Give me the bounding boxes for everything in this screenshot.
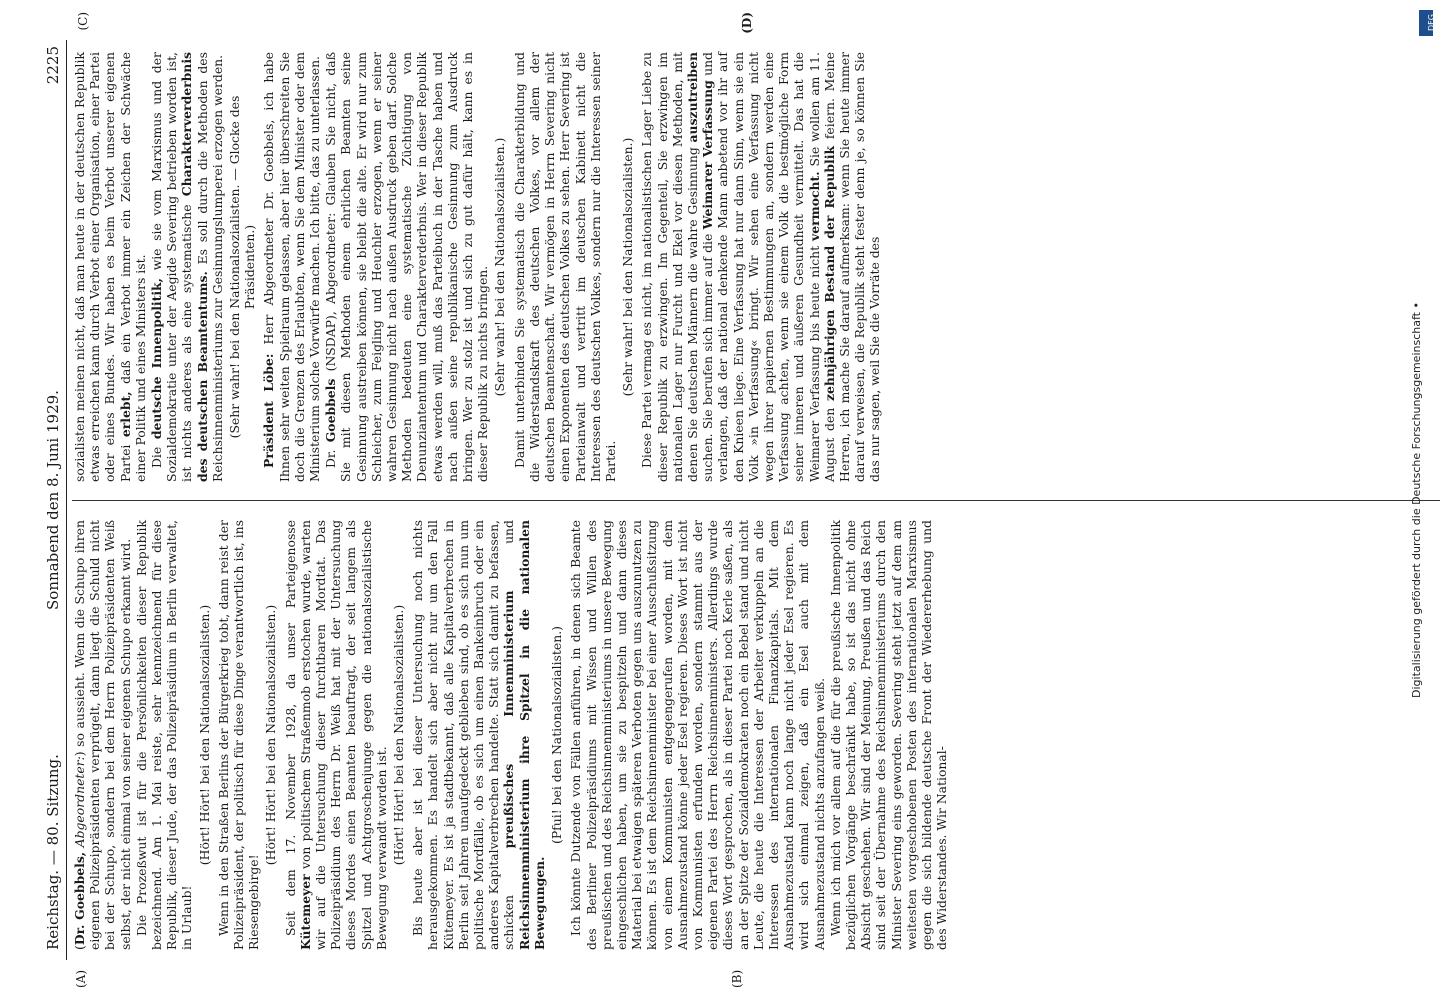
text-run: Herr Abgeordneter Dr. Goebbels, ich habe Ihnen sehr weiten Spielraum gelassen, aber hier überschreiten Sie doch die Grenzen des Erlaubten, wenn Sie dem Minister oder dem Ministerium solche Vorwürfe machen. Ich bitte, das zu unterlassen. bbox=[261, 51, 323, 482]
paragraph-text: so aussieht. Wenn die Schupo ihren eigenen Polizeipräsidenten verprügelt, dann liegt die Schuld nicht bei der Schupo, sondern bei dem Herrn Polizeipräsidenten Weiß selbst, der nicht einmal von seiner eigenen Schupo erkannt wird. bbox=[72, 520, 133, 950]
bold-run: preußisches Innenministerium bbox=[501, 590, 517, 849]
paragraph bbox=[72, 52, 148, 482]
bold-run: auszutreiben bbox=[684, 52, 700, 143]
bold-run: Charakterverderbnis des deutschen Beamtentums. bbox=[179, 52, 210, 482]
text-run: und bbox=[501, 520, 517, 544]
paragraph bbox=[639, 52, 882, 482]
text-run: Dr. bbox=[323, 449, 339, 468]
text-run: Sie wollen am 11. August den bbox=[806, 52, 837, 482]
paragraph bbox=[261, 52, 322, 482]
paragraph: Wenn ich mich vor allem auf die für die preußische Innenpolitik bezüglichen Vorgänge beschränkt habe, so ist das nicht ohne Absicht geschehen. Wir sind der Meinung, Preußen und das Reich sind seit der Übernahme des Reichsinnenministeriums durch den Minister Severing eins geworden. Severing steht jetzt auf dem am weitesten vorgeschobenen Posten des internationalen Marxismus gegen die sich bildende deutsche Front der Wiedererhebung und des Widerstandes. Wir National- bbox=[827, 520, 950, 950]
bold-run: vermocht. bbox=[806, 171, 822, 241]
speaker-role: Abgeordneter: bbox=[72, 756, 87, 848]
bold-run: Weimarer Verfassung bbox=[700, 80, 716, 230]
text-run: Bis heute aber ist bei dieser Untersuchung noch nichts herausgekommen. Es handelt sich aber nicht nur um den Fall Kütemeyer. Es ist ja stadtbekannt, daß alle Kapitalverbrechen in Berlin seit Jahren unaufgedeckt geblieben sind, ob es sich nun um politische Mordfälle, ob es sich um einen Bankeinbruch oder ein anderes Kapitalverbrechen handelte. Statt sich damit zu befassen, schicken bbox=[410, 520, 517, 950]
paragraph bbox=[323, 52, 490, 482]
bold-run: Reichsinnenministerium ihre Spitzel in die nationalen Bewegungen. bbox=[516, 520, 547, 950]
text-run: daß ein Verbot immer ein Zeichen der Schwäche einer Politik und eines Ministers ist. bbox=[117, 52, 148, 482]
margin-marker-d: (D) bbox=[740, 12, 754, 34]
dfg-logo: DFG bbox=[1419, 10, 1433, 36]
page-header bbox=[40, 40, 67, 960]
interjection: (Hört! Hört! bei den Nationalsozialisten.) bbox=[391, 604, 407, 866]
right-column bbox=[72, 52, 1440, 482]
speaker-name: Dr. Goebbels, bbox=[72, 851, 87, 946]
interjection: (Sehr wahr! bei den Nationalsozialisten. — Glocke des Präsidenten.) bbox=[227, 95, 258, 439]
margin-marker-a: (A) bbox=[74, 969, 88, 988]
bold-run: deutsche Innenpolitik, bbox=[149, 278, 165, 440]
bold-run: Kütemeyer bbox=[297, 874, 313, 950]
paragraph: Ich könnte Dutzende von Fällen anführen, in denen sich Beamte des Berliner Polizeipräsidiums mit Wissen und Willen des preußischen und des Reichsinnenministeriums in unsere Bewegung eingeschlichen haben, um sie zu bespitzeln und dann dieses Material bei etwaigen späteren Verboten gegen uns auszunutzen zu können. Es ist dem Reichsinnenminister bei einer Ausschußsitzung von einem Kommunisten entgegengerufen worden, mit dem Ausnahmezustand könne jeder Esel regieren. Dieses Wort ist nicht von Kommunisten erfunden worden, sondern stammt aus der eigenen Partei des Herrn Reichsinnenministers. Allerdings wurde dieses Wort gesprochen, als in dieser Partei noch Kerle saßen, als an der Spitze der Sozialdemokraten noch ein Bebel stand und nicht Leute, die heute die Interessen der Arbeiter verkuppeln an die Interessen des internationalen Finanzkapitals. Mit dem Ausnahmezustand kann noch lange nicht jeder Esel regieren. Es wird sich einmal zeigen, daß ein Esel auch mit dem Ausnahmezustand nichts anzufangen weiß. bbox=[568, 520, 827, 950]
paragraph bbox=[283, 520, 389, 950]
text-run: Seit dem 17. November 1928, da unser Parteigenosse bbox=[282, 520, 298, 936]
column-divider bbox=[72, 500, 1440, 501]
text-run: und verlangen, daß der national denkende Mann anbetend vor ihr auf den Knieen liege. Eine Verfassung hat nur dann Sinn, wenn sie ein Volk »in Verfassung« bringt. Wir sehen eine Verfassung nicht wegen ihrer papiernen Bestimmungen an, sondern werden eine Verfassung achten, wenn sie einem Volk die bestmögliche Form seiner inneren und äußeren Gesundheit vermittelt. Das hat die Weimarer Verfassung bis heute nicht bbox=[700, 52, 822, 482]
interjection: (Hört! Hört! bei den Nationalsozialisten.) bbox=[263, 604, 279, 866]
text-run: Es soll durch die Methoden des Reichsinnenministeriums zur Gesinnungslumperei erzogen werden. bbox=[194, 52, 225, 482]
paragraph bbox=[149, 52, 225, 482]
interjection: (Pfui! bei den Nationalsozialisten.) bbox=[549, 626, 565, 844]
paragraph: Die Prozeßwut ist für die Persönlichkeiten dieser Republik bezeichnend. Am 1. Mai reiste, sehr kennzeichnend für diese Republik, dieser Jude, der das Polizeipräsidium in Berlin verwaltet, in Urlaub! bbox=[133, 520, 195, 950]
paragraph bbox=[410, 520, 547, 950]
interjection: (Sehr wahr! bei den Nationalsozialisten.) bbox=[492, 137, 508, 397]
header-date: Sonnabend den 8. Juni 1929. bbox=[44, 390, 62, 610]
text-run: sozialisten meinen nicht, daß man heute in der deutschen Republik etwas erreichen kann durch Verbot einer Organisation, einer Partei oder eines Bundes. Wir haben es beim Verbot unserer eigenen Partei bbox=[72, 52, 133, 482]
text-run: Diese Partei vermag es nicht, im nationalistischen Lager Liebe zu dieser Republik zu erzwingen. Im Gegenteil, Sie erzwingen im nationalen Lager nur Furcht und Ekel vor diesen Methoden, mit denen Sie deutschen Männern die wahre Gesinnung bbox=[639, 52, 700, 482]
speaker-name: Präsident Löbe: bbox=[261, 353, 277, 468]
paragraph: Damit unterbinden Sie systematisch die Charakterbildung und die Widerstandskraft des deutschen Volkes, vor allem der deutschen Beamtenschaft. Wir vermögen in Herrn Severing nicht einen Exponenten des deutschen Volkes zu sehen. Herr Severing ist Parteianwalt und vertritt im deutschen Kabinett nicht die Interessen des deutschen Volkes, sondern nur die Interessen seiner Partei. bbox=[511, 52, 618, 482]
paragraph: (Dr. Goebbels, Abgeordneter:) so aussieht. Wenn die Schupo ihren eigenen Polizeipräsidenten verprügelt, dann liegt die Schuld nicht bei der Schupo, sondern bei dem Herrn Polizeipräsidenten Weiß selbst, der nicht einmal von seiner eigenen Schupo erkannt wird. bbox=[72, 520, 133, 950]
bold-run: erlebt, bbox=[117, 391, 133, 438]
text-run: wie sie vom Marxismus und der Sozialdemokratie unter der Aegide Severing betrieben worden ist, ist nichts anderes als eine systematische bbox=[149, 52, 195, 482]
margin-marker-c: (C) bbox=[76, 12, 90, 31]
header-session: Reichstag. — 80. Sitzung. bbox=[44, 754, 62, 950]
margin-marker-b: (B) bbox=[730, 969, 744, 988]
paragraph: Wenn in den Straßen Berlins der Bürgerkrieg tobt, dann reist der Polizeipräsident, der politisch für diese Dinge verantwortlich ist, ins Riesengebirge! bbox=[215, 520, 262, 950]
digitization-credit: Digitalisierung gefördert durch die Deutsche Forschungsgemeinschaft • bbox=[1410, 302, 1423, 698]
interjection: (Sehr wahr! bei den Nationalsozialisten.) bbox=[620, 137, 636, 397]
speaker-name: Goebbels bbox=[323, 378, 339, 443]
bold-run: zehnjährigen Bestand der Republik bbox=[821, 145, 837, 402]
text-run: feiern. Meine Herren, ich mache Sie darauf aufmerksam: wenn Sie heute immer darauf verweisen, die Republik steht fester denn je, so können Sie das nur sagen, weil Sie die Vorräte des bbox=[821, 52, 883, 482]
text-run: suchen. Sie berufen sich immer auf die bbox=[700, 233, 716, 482]
text-run: von politischem Straßenmob erstochen wurde, warten wir auf die Untersuchung dieser furchtbaren Mordtat. Das Polizeipräsidium des Herrn Dr. Weiß hat mit der Untersuchung dieses Mordes einen Beamten beauftragt, der seit langem als Spitzel und Achtgroschenjunge gegen die nationalsozialistische Bewegung verwandt worden ist. bbox=[297, 520, 389, 950]
text-run: (NSDAP), Abgeordneter: Glauben Sie nicht, daß Sie mit diesen Methoden einem ehrlichen Beamten seine Gesinnung austreiben können, sie bleibt die alte. Er wird nur zum Schleicher, zum Feigling und Heuchler erzogen, wenn er seiner wahren Gesinnung nicht nach außen Ausdruck geben darf. Solche Methoden bedeuten eine systematische Züchtigung von Denunziantentum und Charakterverderbnis. Wer in dieser Republik etwas werden will, muß das Parteibuch in der Tasche haben und nach außen seine republikanische Gesinnung zum Ausdruck bringen. Wer zu stolz ist und sich zu gut dafür hält, kann es in dieser Republik zu nichts bringen. bbox=[323, 52, 491, 482]
header-page-number: 2225 bbox=[44, 46, 62, 85]
left-column bbox=[72, 520, 1440, 950]
text-run: Die bbox=[149, 446, 165, 468]
interjection: (Hört! Hört! bei den Nationalsozialisten.) bbox=[196, 604, 212, 866]
